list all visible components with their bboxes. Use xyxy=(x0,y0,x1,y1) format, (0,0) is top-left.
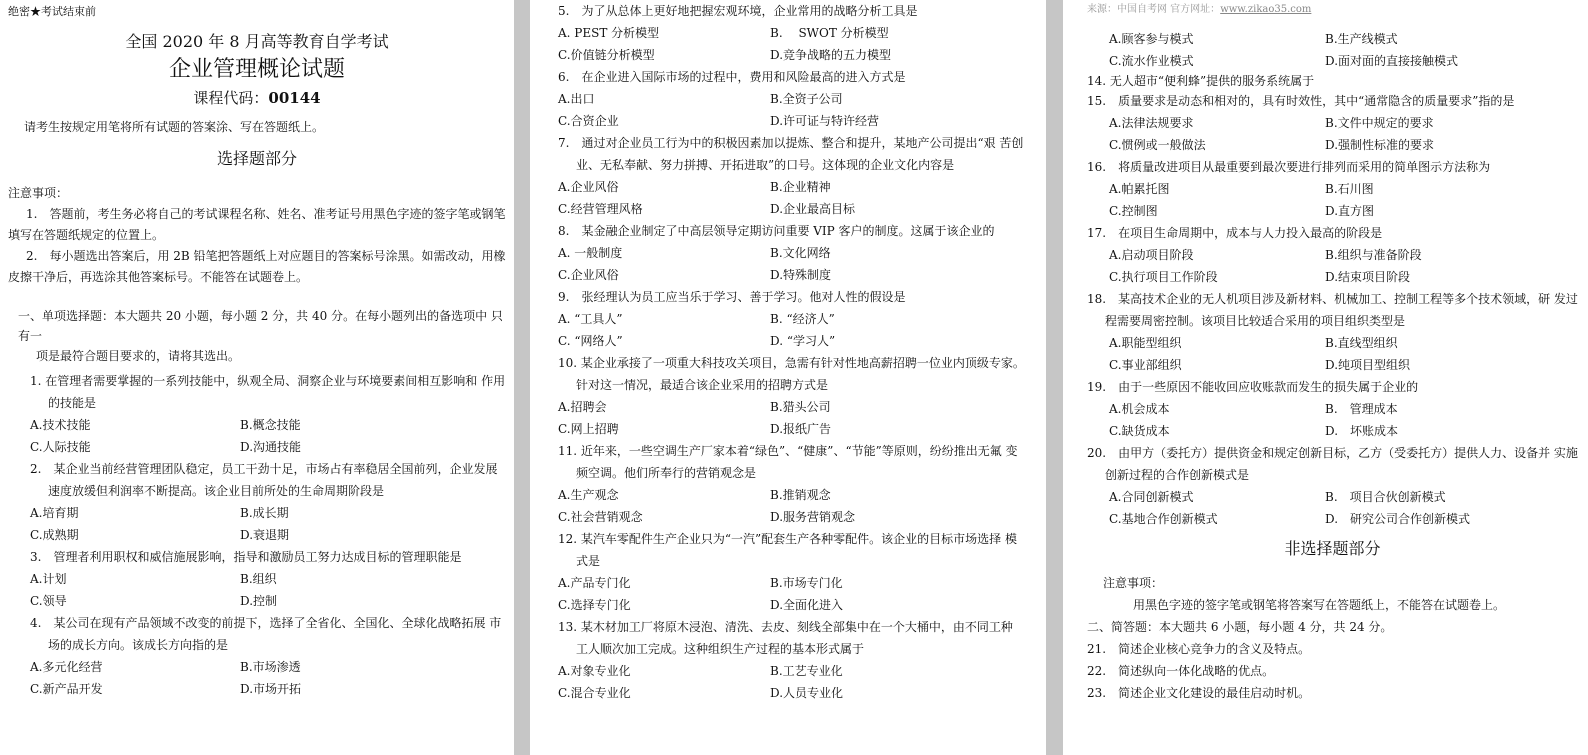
question-block xyxy=(1087,288,1578,376)
question-text: 6. 在企业进入国际市场的过程中，费用和风险最高的进入方式是 xyxy=(558,70,906,84)
option-a: A.多元化经营 xyxy=(30,660,103,674)
option-a: A.技术技能 xyxy=(30,418,91,432)
question-block xyxy=(1087,442,1578,530)
option-d: D.人员专业化 xyxy=(770,686,844,700)
question-block xyxy=(558,352,1026,440)
question-text: 9. 张经理认为员工应当乐于学习、善于学习。他对人性的假设是 xyxy=(558,290,906,304)
question-text: 16. 将质量改进项目从最重要到最次要进行排列而采用的简单图示方法称为 xyxy=(1087,160,1491,174)
option-b: B.组织 xyxy=(240,572,277,586)
page-gutter-left xyxy=(514,0,530,755)
option-d: D.衰退期 xyxy=(240,528,290,542)
option-a: A.法律法规要求 xyxy=(1109,116,1194,130)
option-c: C.网上招聘 xyxy=(558,422,619,436)
question-block xyxy=(558,528,1026,616)
option-a: A.培育期 xyxy=(30,506,79,520)
question-block xyxy=(8,612,506,700)
option-b: B.石川图 xyxy=(1325,182,1374,196)
source-watermark xyxy=(1087,2,1578,18)
question-block xyxy=(558,0,1026,66)
part-one-heading: 一、单项选择题：本大题共 20 小题，每小题 2 分，共 40 分。在每小题列出的备选项中 只有一 xyxy=(18,309,503,343)
option-c: C.基地合作创新模式 xyxy=(1109,512,1218,526)
option-b: B. SWOT 分析模型 xyxy=(770,26,889,40)
question-text: 21. 简述企业核心竞争力的含义及特点。 xyxy=(1087,642,1311,656)
option-b: B.猎头公司 xyxy=(770,400,831,414)
source-label: 来源：中国自考网 官方网址： xyxy=(1087,4,1221,15)
option-c: C.价值链分析模型 xyxy=(558,48,655,62)
question-block xyxy=(1087,156,1578,222)
option-b: B.市场专门化 xyxy=(770,576,843,590)
question-text: 10. 某企业承接了一项重大科技攻关项目，急需有针对性地高薪招聘一位业内顶级专家。 针对这一情况，最适合该企业采用的招聘方式是 xyxy=(558,356,1025,392)
option-b: B. 项目合伙创新模式 xyxy=(1325,490,1446,504)
option-b: B.生产线模式 xyxy=(1325,32,1398,46)
document-page-1 xyxy=(0,0,514,755)
question-text: 17. 在项目生命周期中，成本与人力投入最高的阶段是 xyxy=(1087,226,1383,240)
question-text: 1. 在管理者需要掌握的一系列技能中，纵观全局、洞察企业与环境要素间相互影响和 作用的技能是 xyxy=(30,374,506,410)
option-d: D.许可证与特许经营 xyxy=(770,114,880,128)
option-d: D.全面化进入 xyxy=(770,598,844,612)
document-page-2 xyxy=(530,0,1046,755)
course-code xyxy=(8,86,506,110)
option-a: A.帕累托图 xyxy=(1109,182,1170,196)
question-block xyxy=(558,132,1026,220)
option-c: C.社会营销观念 xyxy=(558,510,643,524)
question-text: 11. 近年来，一些空调生产厂家本着“绿色”、“健康”、“节能”等原则，纷纷推出无氟 变频空调。他们所奉行的营销观念是 xyxy=(558,444,1018,480)
option-c: C.事业部组织 xyxy=(1109,358,1182,372)
option-b: B. 管理成本 xyxy=(1325,402,1398,416)
question-text: 15. 质量要求是动态和相对的，具有时效性，其中“通常隐含的质量要求”指的是 xyxy=(1087,94,1515,108)
option-a: A.合同创新模式 xyxy=(1109,490,1194,504)
question-text: 13. 某木材加工厂将原木浸泡、清洗、去皮、刻线全部集中在一个大桶中，由不同工种 工人顺次加工完成。这种组织生产过程的基本形式属于 xyxy=(558,620,1013,656)
notice-item-2: 2. 每小题选出答案后，用 2B 铅笔把答题纸上对应题目的答案标号涂黑。如需改动，用橡 皮擦干净后，再选涂其他答案标号。不能答在试题卷上。 xyxy=(8,249,506,284)
option-c: C.企业风俗 xyxy=(558,268,619,282)
option-d: D.强制性标准的要求 xyxy=(1325,138,1435,152)
course-code-label: 课程代码： xyxy=(193,89,269,107)
question-text: 19. 由于一些原因不能收回应收账款而发生的损失属于企业的 xyxy=(1087,380,1419,394)
question-text: 7. 通过对企业员工行为中的积极因素加以提炼、整合和提升，某地产公司提出“艰 苦创业、无私奉献、努力拼搏、开拓进取”的口号。这体现的企业文化内容是 xyxy=(558,136,1024,172)
option-a: A. PEST 分析模型 xyxy=(558,26,660,40)
exam-title: 企业管理概论试题 xyxy=(168,57,345,82)
question-text: 3. 管理者利用职权和威信施展影响，指导和激励员工努力达成目标的管理职能是 xyxy=(30,550,462,564)
option-c: C.合资企业 xyxy=(558,114,619,128)
option-a: A.计划 xyxy=(30,572,67,586)
option-c: C.执行项目工作阶段 xyxy=(1109,270,1218,284)
option-d: D.特殊制度 xyxy=(770,268,832,282)
option-c: C. “网络人” xyxy=(558,334,623,348)
option-c: C.混合专业化 xyxy=(558,686,631,700)
option-d: D. 研究公司合作创新模式 xyxy=(1325,512,1471,526)
option-d: D.服务营销观念 xyxy=(770,510,856,524)
question-block xyxy=(8,546,506,612)
section-heading-choice: 选择题部分 xyxy=(216,149,297,168)
question-text: 20. 由甲方（委托方）提供资金和规定创新目标，乙方（受委托方）提供人力、设备并 实施创新过程的合作创新模式是 xyxy=(1087,446,1578,482)
option-a: A.产品专门化 xyxy=(558,576,631,590)
option-b: B.成长期 xyxy=(240,506,289,520)
option-d: D.面对面的直接接触模式 xyxy=(1325,54,1459,68)
option-d: D.报纸广告 xyxy=(770,422,832,436)
part-one-heading-cont: 项是最符合题目要求的，请将其选出。 xyxy=(36,349,241,363)
option-b: B.组织与准备阶段 xyxy=(1325,248,1422,262)
option-c: C.缺货成本 xyxy=(1109,424,1170,438)
option-c: C.惯例或一般做法 xyxy=(1109,138,1206,152)
question-text: 22. 简述纵向一体化战略的优点。 xyxy=(1087,664,1275,678)
question-block xyxy=(1087,28,1578,72)
question-text: 18. 某高技术企业的无人机项目涉及新材料、机械加工、控制工程等多个技术领域，研 发过程需要周密控制。该项目比较适合采用的项目组织类型是 xyxy=(1087,292,1578,328)
question-block xyxy=(558,286,1026,352)
option-a: A.启动项目阶段 xyxy=(1109,248,1194,262)
option-a: A. 一般制度 xyxy=(558,246,623,260)
option-c: C.经营管理风格 xyxy=(558,202,643,216)
option-c: C.控制图 xyxy=(1109,204,1158,218)
option-c: C.流水作业模式 xyxy=(1109,54,1194,68)
question-text: 12. 某汽车零配件生产企业只为“一汽”配套生产各种零配件。该企业的目标市场选择 模式是 xyxy=(558,532,1017,568)
option-d: D.控制 xyxy=(240,594,278,608)
question-block xyxy=(1087,222,1578,288)
option-a: A.对象专业化 xyxy=(558,664,631,678)
option-b: B.全资子公司 xyxy=(770,92,843,106)
option-b: B.文件中规定的要求 xyxy=(1325,116,1434,130)
option-a: A.企业风俗 xyxy=(558,180,619,194)
document-page-3 xyxy=(1063,0,1588,755)
option-d: D.结束项目阶段 xyxy=(1325,270,1411,284)
option-d: D. 坏账成本 xyxy=(1325,424,1399,438)
option-a: A.机会成本 xyxy=(1109,402,1170,416)
question-block xyxy=(558,220,1026,286)
option-a: A. “工具人” xyxy=(558,312,623,326)
notice-heading: 注意事项： xyxy=(1103,576,1164,590)
option-c: C.选择专门化 xyxy=(558,598,631,612)
option-b: B.推销观念 xyxy=(770,488,831,502)
question-text: 8. 某金融企业制定了中高层领导定期访问重要 VIP 客户的制度。这属于该企业的 xyxy=(558,224,995,238)
option-d: D.企业最高目标 xyxy=(770,202,856,216)
question-text: 5. 为了从总体上更好地把握宏观环境，企业常用的战略分析工具是 xyxy=(558,4,918,18)
option-b: B.文化网络 xyxy=(770,246,831,260)
option-a: A.职能型组织 xyxy=(1109,336,1182,350)
option-a: A.生产观念 xyxy=(558,488,619,502)
question-block xyxy=(1087,90,1578,156)
notice-heading: 注意事项： xyxy=(8,186,69,200)
option-d: D.竞争战略的五力模型 xyxy=(770,48,892,62)
option-a: A.招聘会 xyxy=(558,400,607,414)
part-two-heading: 二、简答题：本大题共 6 小题，每小题 4 分，共 24 分。 xyxy=(1087,620,1393,634)
exam-instruction: 请考生按规定用笔将所有试题的答案涂、写在答题纸上。 xyxy=(24,120,325,134)
notice-item-1: 1. 答题前，考生务必将自己的考试课程名称、姓名、准考证号用黑色字迹的签字笔或钢笔 填写在答题纸规定的位置上。 xyxy=(8,207,506,242)
option-a: A.出口 xyxy=(558,92,595,106)
secret-label: 绝密★考试结束前 xyxy=(8,5,96,18)
option-d: D.沟通技能 xyxy=(240,440,302,454)
option-c: C.人际技能 xyxy=(30,440,91,454)
question-block xyxy=(558,616,1026,704)
page-gutter-right xyxy=(1046,0,1063,755)
course-code-value: 00144 xyxy=(268,89,321,107)
option-b: B.直线型组织 xyxy=(1325,336,1398,350)
section-heading-nonchoice: 非选择题部分 xyxy=(1284,539,1381,558)
option-c: C.领导 xyxy=(30,594,67,608)
option-b: B.概念技能 xyxy=(240,418,301,432)
option-b: B.工艺专业化 xyxy=(770,664,843,678)
option-d: D. “学习人” xyxy=(770,334,836,348)
option-b: B.市场渗透 xyxy=(240,660,301,674)
option-d: D.市场开拓 xyxy=(240,682,302,696)
question-text: 23. 简述企业文化建设的最佳启动时机。 xyxy=(1087,686,1311,700)
notice-text: 用黑色字迹的签字笔或钢笔将答案写在答题纸上，不能答在试题卷上。 xyxy=(1133,598,1506,612)
question-text: 4. 某公司在现有产品领域不改变的前提下，选择了全省化、全国化、全球化战略拓展 市场的成长方向。该成长方向指的是 xyxy=(30,616,502,652)
option-b: B. “经济人” xyxy=(770,312,835,326)
question-block xyxy=(8,458,506,546)
option-d: D.纯项目型组织 xyxy=(1325,358,1411,372)
option-b: B.企业精神 xyxy=(770,180,831,194)
question-block xyxy=(558,66,1026,132)
question-text: 2. 某企业当前经营管理团队稳定，员工干劲十足，市场占有率稳居全国前列，企业发展 速度放缓但利润率不断提高。该企业目前所处的生命周期阶段是 xyxy=(30,462,498,498)
option-d: D.直方图 xyxy=(1325,204,1375,218)
option-a: A.顾客参与模式 xyxy=(1109,32,1194,46)
question-text: 14. 无人超市“便利蜂”提供的服务系统属于 xyxy=(1087,74,1315,88)
question-block xyxy=(8,370,506,458)
question-block xyxy=(558,440,1026,528)
exam-name: 全国 2020 年 8 月高等教育自学考试 xyxy=(125,32,389,51)
source-url: www.zikao35.com xyxy=(1220,4,1312,15)
option-c: C.新产品开发 xyxy=(30,682,103,696)
question-block xyxy=(1087,376,1578,442)
option-c: C.成熟期 xyxy=(30,528,79,542)
